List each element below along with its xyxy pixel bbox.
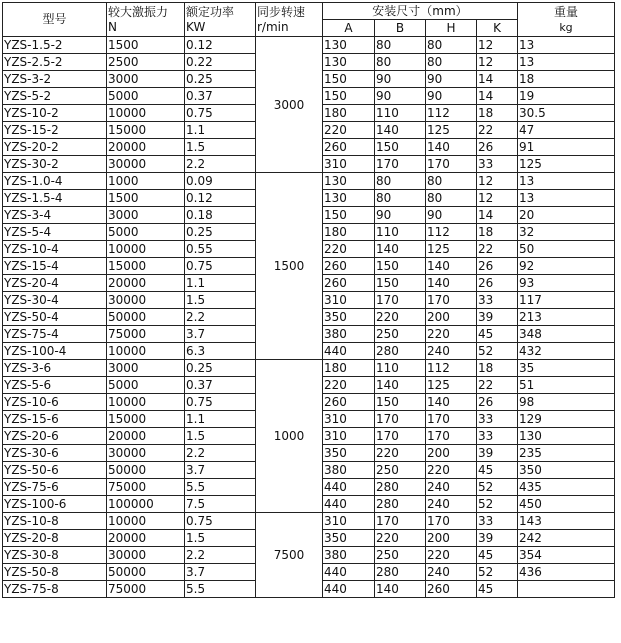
dim-b-cell: 80 bbox=[375, 173, 426, 190]
dim-k-cell: 12 bbox=[477, 54, 518, 71]
weight-cell: 235 bbox=[518, 445, 615, 462]
dim-h-cell: 90 bbox=[426, 71, 477, 88]
model-cell: YZS-1.0-4 bbox=[3, 173, 107, 190]
dim-k-cell: 14 bbox=[477, 88, 518, 105]
dim-b-cell: 280 bbox=[375, 564, 426, 581]
dim-a-cell: 350 bbox=[323, 309, 375, 326]
force-cell: 20000 bbox=[107, 275, 185, 292]
dim-h-cell: 220 bbox=[426, 326, 477, 343]
power-cell: 1.1 bbox=[185, 275, 256, 292]
force-cell: 15000 bbox=[107, 122, 185, 139]
model-cell: YZS-50-8 bbox=[3, 564, 107, 581]
header-power-label: 额定功率 bbox=[186, 4, 235, 19]
header-power bbox=[185, 3, 256, 37]
power-cell: 0.25 bbox=[185, 71, 256, 88]
model-cell: YZS-5-4 bbox=[3, 224, 107, 241]
header-install bbox=[323, 3, 518, 20]
dim-h-cell: 260 bbox=[426, 581, 477, 598]
weight-cell: 432 bbox=[518, 343, 615, 360]
power-cell: 2.2 bbox=[185, 445, 256, 462]
dim-k-cell: 12 bbox=[477, 190, 518, 207]
dim-k-cell: 52 bbox=[477, 496, 518, 513]
dim-b-cell: 220 bbox=[375, 445, 426, 462]
dim-a-cell: 440 bbox=[323, 581, 375, 598]
dim-h-cell: 90 bbox=[426, 207, 477, 224]
power-cell: 0.25 bbox=[185, 224, 256, 241]
dim-b-cell: 110 bbox=[375, 224, 426, 241]
header-speed-label: 同步转速 bbox=[257, 4, 306, 19]
force-cell: 75000 bbox=[107, 581, 185, 598]
dim-k-cell: 33 bbox=[477, 292, 518, 309]
dim-a-cell: 150 bbox=[323, 71, 375, 88]
force-cell: 100000 bbox=[107, 496, 185, 513]
dim-k-cell: 22 bbox=[477, 122, 518, 139]
model-cell: YZS-1.5-2 bbox=[3, 37, 107, 54]
power-cell: 5.5 bbox=[185, 479, 256, 496]
dim-k-cell: 14 bbox=[477, 207, 518, 224]
dim-a-cell: 350 bbox=[323, 530, 375, 547]
dim-b-cell: 150 bbox=[375, 275, 426, 292]
dim-b-cell: 80 bbox=[375, 54, 426, 71]
dim-b-cell: 220 bbox=[375, 530, 426, 547]
dim-a-cell: 130 bbox=[323, 37, 375, 54]
weight-cell: 143 bbox=[518, 513, 615, 530]
force-cell: 75000 bbox=[107, 326, 185, 343]
dim-b-cell: 140 bbox=[375, 241, 426, 258]
dim-h-cell: 170 bbox=[426, 292, 477, 309]
force-cell: 30000 bbox=[107, 445, 185, 462]
weight-cell: 19 bbox=[518, 88, 615, 105]
dim-k-cell: 18 bbox=[477, 360, 518, 377]
power-cell: 0.37 bbox=[185, 88, 256, 105]
dim-a-cell: 260 bbox=[323, 258, 375, 275]
force-cell: 20000 bbox=[107, 428, 185, 445]
force-cell: 5000 bbox=[107, 377, 185, 394]
dim-h-cell: 80 bbox=[426, 37, 477, 54]
dim-k-cell: 33 bbox=[477, 156, 518, 173]
dim-h-cell: 240 bbox=[426, 496, 477, 513]
force-cell: 15000 bbox=[107, 411, 185, 428]
model-cell: YZS-50-4 bbox=[3, 309, 107, 326]
header-dim-h: H bbox=[426, 20, 477, 37]
header-power-unit: KW bbox=[186, 19, 206, 34]
force-cell: 10000 bbox=[107, 105, 185, 122]
force-cell: 10000 bbox=[107, 241, 185, 258]
power-cell: 1.1 bbox=[185, 122, 256, 139]
weight-cell: 13 bbox=[518, 173, 615, 190]
power-cell: 6.3 bbox=[185, 343, 256, 360]
model-cell: YZS-15-6 bbox=[3, 411, 107, 428]
model-cell: YZS-5-6 bbox=[3, 377, 107, 394]
dim-b-cell: 80 bbox=[375, 190, 426, 207]
force-cell: 3000 bbox=[107, 360, 185, 377]
force-cell: 50000 bbox=[107, 309, 185, 326]
force-cell: 1500 bbox=[107, 190, 185, 207]
power-cell: 2.2 bbox=[185, 309, 256, 326]
weight-cell: 348 bbox=[518, 326, 615, 343]
dim-a-cell: 150 bbox=[323, 207, 375, 224]
model-cell: YZS-2.5-2 bbox=[3, 54, 107, 71]
dim-k-cell: 12 bbox=[477, 37, 518, 54]
weight-cell: 30.5 bbox=[518, 105, 615, 122]
dim-a-cell: 310 bbox=[323, 428, 375, 445]
dim-h-cell: 170 bbox=[426, 156, 477, 173]
weight-cell: 32 bbox=[518, 224, 615, 241]
dim-h-cell: 80 bbox=[426, 190, 477, 207]
weight-cell: 350 bbox=[518, 462, 615, 479]
dim-h-cell: 200 bbox=[426, 309, 477, 326]
dim-k-cell: 45 bbox=[477, 547, 518, 564]
header-weight-unit: kg bbox=[559, 20, 573, 34]
dim-a-cell: 130 bbox=[323, 190, 375, 207]
dim-h-cell: 240 bbox=[426, 479, 477, 496]
dim-a-cell: 130 bbox=[323, 173, 375, 190]
speed-cell: 1500 bbox=[256, 173, 323, 360]
dim-h-cell: 240 bbox=[426, 343, 477, 360]
dim-a-cell: 440 bbox=[323, 343, 375, 360]
speed-cell: 3000 bbox=[256, 37, 323, 173]
force-cell: 30000 bbox=[107, 292, 185, 309]
dim-a-cell: 180 bbox=[323, 360, 375, 377]
dim-b-cell: 170 bbox=[375, 156, 426, 173]
dim-k-cell: 33 bbox=[477, 411, 518, 428]
dim-a-cell: 380 bbox=[323, 326, 375, 343]
model-cell: YZS-3-2 bbox=[3, 71, 107, 88]
dim-b-cell: 140 bbox=[375, 581, 426, 598]
dim-h-cell: 170 bbox=[426, 428, 477, 445]
power-cell: 0.75 bbox=[185, 513, 256, 530]
dim-b-cell: 220 bbox=[375, 309, 426, 326]
model-cell: YZS-30-6 bbox=[3, 445, 107, 462]
dim-k-cell: 39 bbox=[477, 530, 518, 547]
dim-k-cell: 14 bbox=[477, 71, 518, 88]
force-cell: 1000 bbox=[107, 173, 185, 190]
table-row bbox=[3, 37, 615, 54]
dim-b-cell: 250 bbox=[375, 547, 426, 564]
dim-h-cell: 112 bbox=[426, 224, 477, 241]
dim-k-cell: 26 bbox=[477, 394, 518, 411]
model-cell: YZS-20-8 bbox=[3, 530, 107, 547]
weight-cell: 20 bbox=[518, 207, 615, 224]
dim-a-cell: 220 bbox=[323, 377, 375, 394]
header-model-label: 型号 bbox=[42, 12, 67, 26]
spec-table bbox=[2, 2, 615, 598]
speed-cell: 7500 bbox=[256, 513, 323, 598]
dim-b-cell: 170 bbox=[375, 411, 426, 428]
power-cell: 0.37 bbox=[185, 377, 256, 394]
model-cell: YZS-30-2 bbox=[3, 156, 107, 173]
weight-cell: 242 bbox=[518, 530, 615, 547]
dim-h-cell: 125 bbox=[426, 241, 477, 258]
dim-b-cell: 280 bbox=[375, 479, 426, 496]
weight-cell: 450 bbox=[518, 496, 615, 513]
dim-a-cell: 180 bbox=[323, 224, 375, 241]
power-cell: 3.7 bbox=[185, 326, 256, 343]
weight-cell: 117 bbox=[518, 292, 615, 309]
dim-b-cell: 250 bbox=[375, 326, 426, 343]
dim-b-cell: 110 bbox=[375, 360, 426, 377]
model-cell: YZS-75-6 bbox=[3, 479, 107, 496]
power-cell: 0.75 bbox=[185, 105, 256, 122]
dim-b-cell: 140 bbox=[375, 377, 426, 394]
dim-a-cell: 440 bbox=[323, 564, 375, 581]
dim-a-cell: 310 bbox=[323, 156, 375, 173]
power-cell: 1.5 bbox=[185, 428, 256, 445]
dim-a-cell: 260 bbox=[323, 275, 375, 292]
dim-a-cell: 380 bbox=[323, 462, 375, 479]
dim-k-cell: 45 bbox=[477, 326, 518, 343]
weight-cell bbox=[518, 581, 615, 598]
weight-cell: 35 bbox=[518, 360, 615, 377]
dim-h-cell: 125 bbox=[426, 377, 477, 394]
dim-a-cell: 260 bbox=[323, 139, 375, 156]
force-cell: 3000 bbox=[107, 207, 185, 224]
weight-cell: 354 bbox=[518, 547, 615, 564]
dim-a-cell: 440 bbox=[323, 496, 375, 513]
dim-a-cell: 130 bbox=[323, 54, 375, 71]
force-cell: 10000 bbox=[107, 394, 185, 411]
dim-k-cell: 26 bbox=[477, 275, 518, 292]
header-force-unit: N bbox=[108, 19, 117, 34]
weight-cell: 13 bbox=[518, 54, 615, 71]
dim-h-cell: 112 bbox=[426, 105, 477, 122]
dim-k-cell: 18 bbox=[477, 224, 518, 241]
power-cell: 2.2 bbox=[185, 156, 256, 173]
force-cell: 30000 bbox=[107, 156, 185, 173]
weight-cell: 50 bbox=[518, 241, 615, 258]
header-weight bbox=[518, 3, 615, 37]
power-cell: 0.12 bbox=[185, 190, 256, 207]
weight-cell: 130 bbox=[518, 428, 615, 445]
dim-k-cell: 52 bbox=[477, 564, 518, 581]
model-cell: YZS-10-2 bbox=[3, 105, 107, 122]
dim-b-cell: 90 bbox=[375, 71, 426, 88]
dim-h-cell: 220 bbox=[426, 547, 477, 564]
header-force bbox=[107, 3, 185, 37]
dim-h-cell: 240 bbox=[426, 564, 477, 581]
dim-k-cell: 33 bbox=[477, 513, 518, 530]
model-cell: YZS-75-4 bbox=[3, 326, 107, 343]
dim-k-cell: 12 bbox=[477, 173, 518, 190]
dim-h-cell: 90 bbox=[426, 88, 477, 105]
force-cell: 50000 bbox=[107, 462, 185, 479]
dim-b-cell: 90 bbox=[375, 207, 426, 224]
dim-k-cell: 45 bbox=[477, 581, 518, 598]
dim-h-cell: 200 bbox=[426, 445, 477, 462]
dim-b-cell: 150 bbox=[375, 258, 426, 275]
dim-b-cell: 150 bbox=[375, 139, 426, 156]
model-cell: YZS-100-6 bbox=[3, 496, 107, 513]
force-cell: 20000 bbox=[107, 530, 185, 547]
weight-cell: 125 bbox=[518, 156, 615, 173]
model-cell: YZS-10-8 bbox=[3, 513, 107, 530]
weight-cell: 98 bbox=[518, 394, 615, 411]
power-cell: 3.7 bbox=[185, 564, 256, 581]
power-cell: 0.55 bbox=[185, 241, 256, 258]
force-cell: 15000 bbox=[107, 258, 185, 275]
model-cell: YZS-20-4 bbox=[3, 275, 107, 292]
dim-h-cell: 112 bbox=[426, 360, 477, 377]
model-cell: YZS-20-6 bbox=[3, 428, 107, 445]
model-cell: YZS-30-4 bbox=[3, 292, 107, 309]
dim-a-cell: 380 bbox=[323, 547, 375, 564]
power-cell: 5.5 bbox=[185, 581, 256, 598]
power-cell: 0.18 bbox=[185, 207, 256, 224]
model-cell: YZS-5-2 bbox=[3, 88, 107, 105]
dim-b-cell: 170 bbox=[375, 292, 426, 309]
dim-b-cell: 80 bbox=[375, 37, 426, 54]
force-cell: 75000 bbox=[107, 479, 185, 496]
weight-cell: 51 bbox=[518, 377, 615, 394]
header-speed-unit: r/min bbox=[257, 19, 289, 34]
dim-h-cell: 80 bbox=[426, 54, 477, 71]
model-cell: YZS-30-8 bbox=[3, 547, 107, 564]
weight-cell: 92 bbox=[518, 258, 615, 275]
dim-b-cell: 250 bbox=[375, 462, 426, 479]
force-cell: 30000 bbox=[107, 547, 185, 564]
dim-h-cell: 220 bbox=[426, 462, 477, 479]
weight-cell: 435 bbox=[518, 479, 615, 496]
force-cell: 50000 bbox=[107, 564, 185, 581]
weight-cell: 129 bbox=[518, 411, 615, 428]
force-cell: 10000 bbox=[107, 343, 185, 360]
dim-b-cell: 280 bbox=[375, 496, 426, 513]
dim-h-cell: 200 bbox=[426, 530, 477, 547]
dim-a-cell: 260 bbox=[323, 394, 375, 411]
power-cell: 0.22 bbox=[185, 54, 256, 71]
power-cell: 7.5 bbox=[185, 496, 256, 513]
header-row-1 bbox=[3, 3, 615, 20]
dim-h-cell: 140 bbox=[426, 258, 477, 275]
weight-cell: 213 bbox=[518, 309, 615, 326]
weight-cell: 13 bbox=[518, 37, 615, 54]
force-cell: 20000 bbox=[107, 139, 185, 156]
power-cell: 3.7 bbox=[185, 462, 256, 479]
dim-h-cell: 125 bbox=[426, 122, 477, 139]
dim-k-cell: 22 bbox=[477, 241, 518, 258]
weight-cell: 93 bbox=[518, 275, 615, 292]
header-install-label: 安装尺寸（mm） bbox=[372, 4, 468, 18]
dim-k-cell: 39 bbox=[477, 445, 518, 462]
header-dim-k: K bbox=[477, 20, 518, 37]
power-cell: 0.25 bbox=[185, 360, 256, 377]
table-row bbox=[3, 360, 615, 377]
speed-cell: 1000 bbox=[256, 360, 323, 513]
power-cell: 0.75 bbox=[185, 394, 256, 411]
dim-b-cell: 90 bbox=[375, 88, 426, 105]
power-cell: 0.09 bbox=[185, 173, 256, 190]
model-cell: YZS-1.5-4 bbox=[3, 190, 107, 207]
header-force-label: 较大激振力 bbox=[108, 4, 169, 19]
model-cell: YZS-10-6 bbox=[3, 394, 107, 411]
force-cell: 1500 bbox=[107, 37, 185, 54]
power-cell: 0.12 bbox=[185, 37, 256, 54]
force-cell: 10000 bbox=[107, 513, 185, 530]
power-cell: 0.75 bbox=[185, 258, 256, 275]
force-cell: 2500 bbox=[107, 54, 185, 71]
dim-h-cell: 80 bbox=[426, 173, 477, 190]
dim-a-cell: 310 bbox=[323, 292, 375, 309]
header-dim-b: B bbox=[375, 20, 426, 37]
model-cell: YZS-3-4 bbox=[3, 207, 107, 224]
dim-h-cell: 140 bbox=[426, 139, 477, 156]
table-row bbox=[3, 513, 615, 530]
dim-k-cell: 33 bbox=[477, 428, 518, 445]
dim-k-cell: 52 bbox=[477, 479, 518, 496]
force-cell: 3000 bbox=[107, 71, 185, 88]
model-cell: YZS-20-2 bbox=[3, 139, 107, 156]
table-body bbox=[3, 3, 615, 598]
dim-a-cell: 310 bbox=[323, 411, 375, 428]
power-cell: 1.5 bbox=[185, 292, 256, 309]
weight-cell: 18 bbox=[518, 71, 615, 88]
dim-b-cell: 150 bbox=[375, 394, 426, 411]
dim-b-cell: 280 bbox=[375, 343, 426, 360]
dim-k-cell: 39 bbox=[477, 309, 518, 326]
header-model bbox=[3, 3, 107, 37]
power-cell: 1.5 bbox=[185, 530, 256, 547]
dim-a-cell: 220 bbox=[323, 241, 375, 258]
force-cell: 5000 bbox=[107, 224, 185, 241]
dim-k-cell: 18 bbox=[477, 105, 518, 122]
dim-h-cell: 140 bbox=[426, 394, 477, 411]
model-cell: YZS-10-4 bbox=[3, 241, 107, 258]
dim-a-cell: 220 bbox=[323, 122, 375, 139]
weight-cell: 47 bbox=[518, 122, 615, 139]
dim-b-cell: 170 bbox=[375, 428, 426, 445]
dim-a-cell: 180 bbox=[323, 105, 375, 122]
dim-k-cell: 22 bbox=[477, 377, 518, 394]
dim-b-cell: 170 bbox=[375, 513, 426, 530]
dim-k-cell: 52 bbox=[477, 343, 518, 360]
table-row bbox=[3, 173, 615, 190]
dim-h-cell: 170 bbox=[426, 411, 477, 428]
force-cell: 5000 bbox=[107, 88, 185, 105]
dim-k-cell: 26 bbox=[477, 139, 518, 156]
dim-h-cell: 170 bbox=[426, 513, 477, 530]
power-cell: 1.1 bbox=[185, 411, 256, 428]
header-weight-label: 重量 bbox=[553, 4, 578, 19]
model-cell: YZS-75-8 bbox=[3, 581, 107, 598]
dim-k-cell: 26 bbox=[477, 258, 518, 275]
weight-cell: 91 bbox=[518, 139, 615, 156]
model-cell: YZS-100-4 bbox=[3, 343, 107, 360]
dim-b-cell: 110 bbox=[375, 105, 426, 122]
power-cell: 1.5 bbox=[185, 139, 256, 156]
model-cell: YZS-15-4 bbox=[3, 258, 107, 275]
weight-cell: 436 bbox=[518, 564, 615, 581]
dim-k-cell: 45 bbox=[477, 462, 518, 479]
model-cell: YZS-15-2 bbox=[3, 122, 107, 139]
model-cell: YZS-50-6 bbox=[3, 462, 107, 479]
header-dim-a: A bbox=[323, 20, 375, 37]
dim-a-cell: 150 bbox=[323, 88, 375, 105]
dim-b-cell: 140 bbox=[375, 122, 426, 139]
dim-a-cell: 440 bbox=[323, 479, 375, 496]
header-speed bbox=[256, 3, 323, 37]
model-cell: YZS-3-6 bbox=[3, 360, 107, 377]
dim-h-cell: 140 bbox=[426, 275, 477, 292]
dim-a-cell: 310 bbox=[323, 513, 375, 530]
power-cell: 2.2 bbox=[185, 547, 256, 564]
weight-cell: 13 bbox=[518, 190, 615, 207]
dim-a-cell: 350 bbox=[323, 445, 375, 462]
